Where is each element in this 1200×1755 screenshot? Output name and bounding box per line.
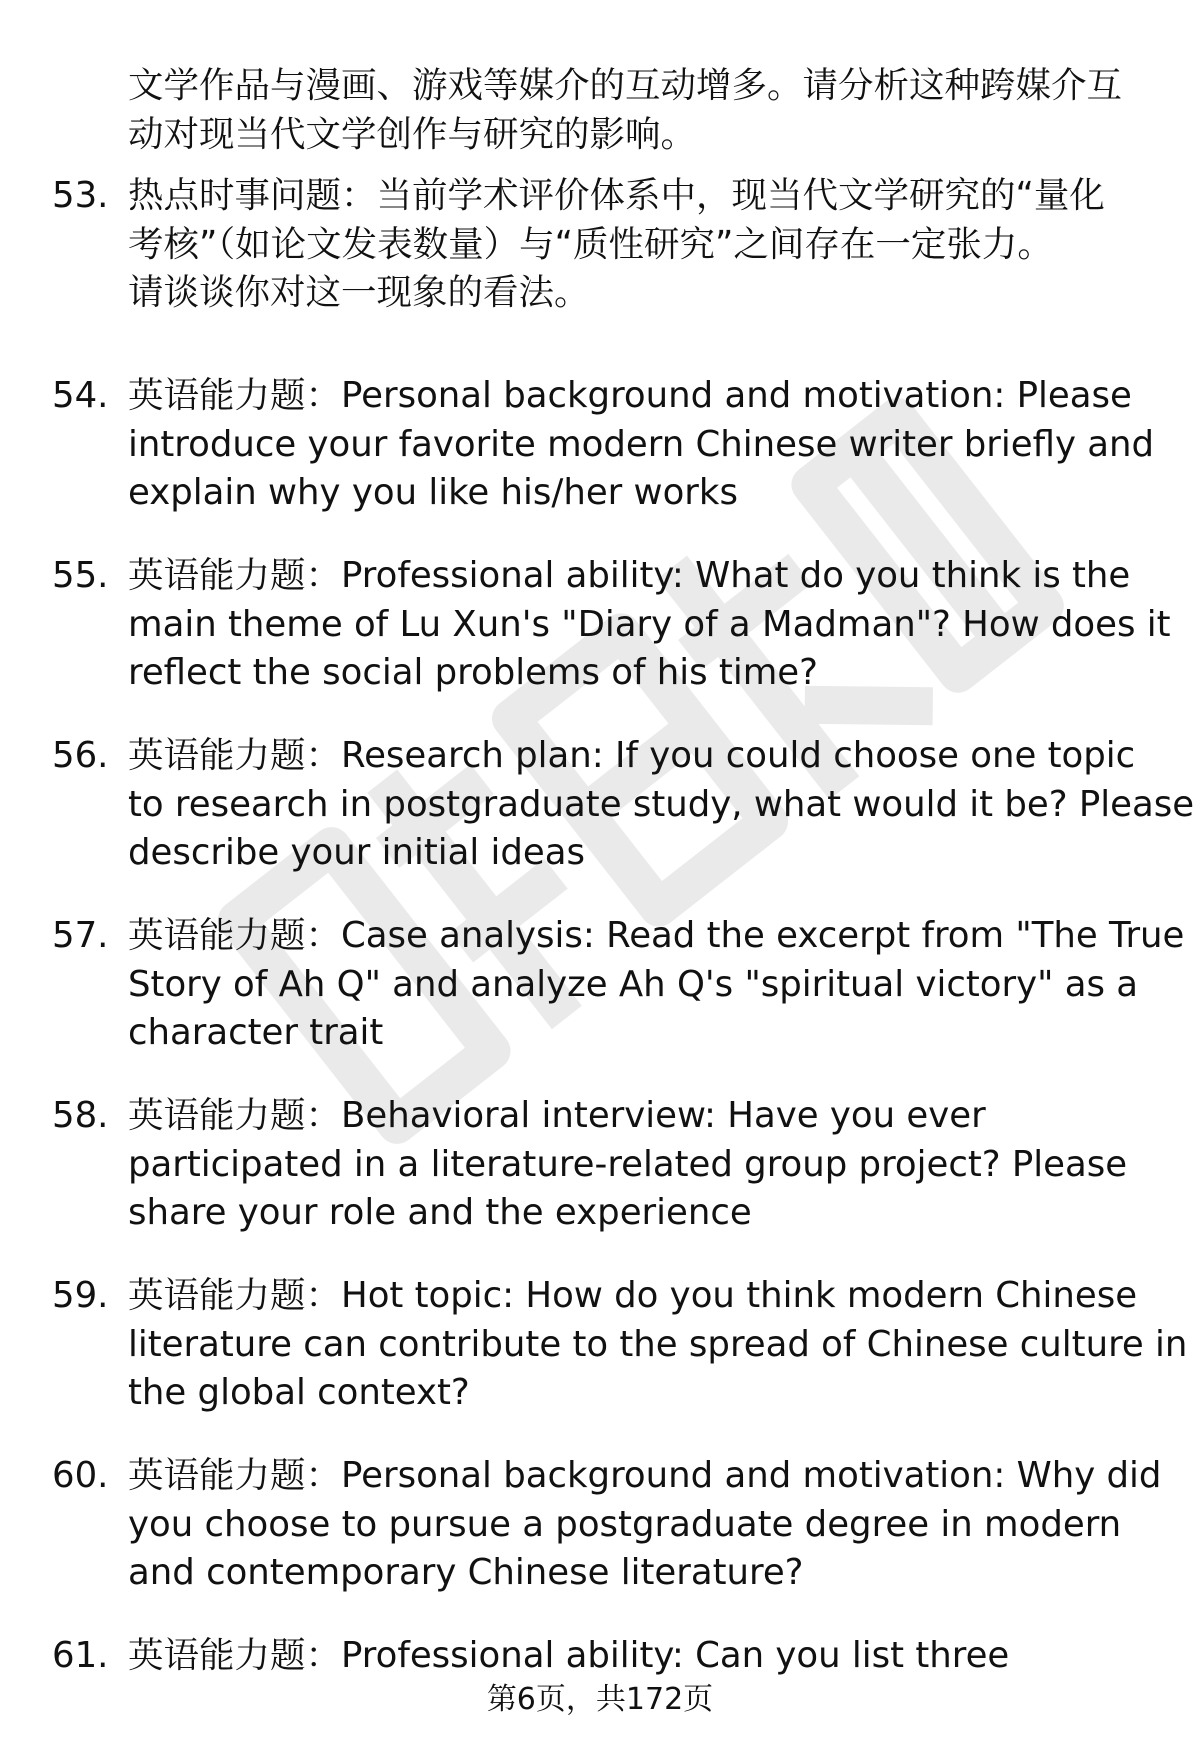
text-line: 英语能力题：Research plan: If you could choose one topic: [128, 735, 1136, 776]
question-text: [128, 912, 1185, 1058]
question-number: 56.: [52, 735, 109, 776]
text-line: explain why you like his/her works: [128, 472, 738, 513]
text-line: 英语能力题：Professional ability: What do you think is the: [128, 555, 1131, 596]
question-number: 57.: [52, 915, 109, 956]
text-line: 热点时事问题：当前学术评价体系中，现当代文学研究的“量化: [128, 175, 1105, 216]
text-line: literature can contribute to the spread of Chinese culture in: [128, 1323, 1188, 1365]
text-line: 英语能力题：Personal background and motivation: Please: [128, 375, 1132, 416]
text-line: 英语能力题：Hot topic: How do you think modern Chinese: [128, 1275, 1138, 1316]
question-text: [128, 1092, 1162, 1238]
question-item-61: [52, 1632, 1162, 1681]
text-line: character trait: [128, 1012, 384, 1053]
question-item-53: [52, 172, 1162, 318]
text-line: you choose to pursue a postgraduate degree in modern: [128, 1503, 1122, 1545]
text-line: 英语能力题：Professional ability: Can you list three: [128, 1635, 1010, 1676]
question-item-58: [52, 1092, 1162, 1238]
text-line: 英语能力题：Case analysis: Read the excerpt from "The True: [128, 915, 1185, 956]
text-line: introduce your favorite modern Chinese writer briefly and: [128, 423, 1155, 465]
question-item-56: [52, 732, 1195, 878]
text-line: to research in postgraduate study, what would it be? Please: [128, 783, 1195, 825]
text-line: share your role and the experience: [128, 1192, 752, 1233]
question-item-55: [52, 552, 1171, 698]
text-line: reflect the social problems of his time?: [128, 652, 818, 693]
text-line: 英语能力题：Personal background and motivation: Why did: [128, 1455, 1162, 1496]
text-line: 请谈谈你对这一现象的看法。: [128, 272, 590, 313]
question-item-59: [52, 1272, 1188, 1418]
text-line: 英语能力题：Behavioral interview: Have you ever: [128, 1095, 986, 1136]
continued-question-text: [128, 62, 1122, 159]
question-number: 58.: [52, 1095, 109, 1136]
question-text: [128, 732, 1195, 878]
question-number: 61.: [52, 1635, 109, 1676]
question-text: [128, 372, 1162, 518]
question-item-60: [52, 1452, 1162, 1598]
question-number: 59.: [52, 1275, 109, 1316]
question-text: [128, 1632, 1162, 1681]
question-item-57: [52, 912, 1185, 1058]
question-text: [128, 1272, 1188, 1418]
question-text: [128, 1452, 1162, 1598]
question-item-54: [52, 372, 1162, 518]
question-number: 54.: [52, 375, 109, 416]
page-number-footer: 第6页，共172页: [486, 1682, 714, 1717]
text-line: and contemporary Chinese literature?: [128, 1552, 804, 1593]
question-number: 55.: [52, 555, 109, 596]
text-line: participated in a literature-related group project? Please: [128, 1143, 1128, 1185]
question-number: 53.: [52, 175, 109, 216]
text-line: 动对现当代文学创作与研究的影响。: [128, 113, 697, 155]
text-line: 文学作品与漫画、游戏等媒介的互动增多。请分析这种跨媒介互: [128, 65, 1123, 106]
text-line: main theme of Lu Xun's "Diary of a Madman"? How does it: [128, 603, 1171, 645]
text-line: the global context?: [128, 1372, 470, 1413]
text-line: Story of Ah Q" and analyze Ah Q's "spiritual victory" as a: [128, 963, 1138, 1005]
question-text: [128, 172, 1162, 318]
text-line: describe your initial ideas: [128, 832, 586, 873]
question-number: 60.: [52, 1455, 109, 1496]
question-text: [128, 552, 1171, 698]
text-line: 考核”（如论文发表数量）与“质性研究”之间存在一定张力。: [128, 223, 1053, 265]
